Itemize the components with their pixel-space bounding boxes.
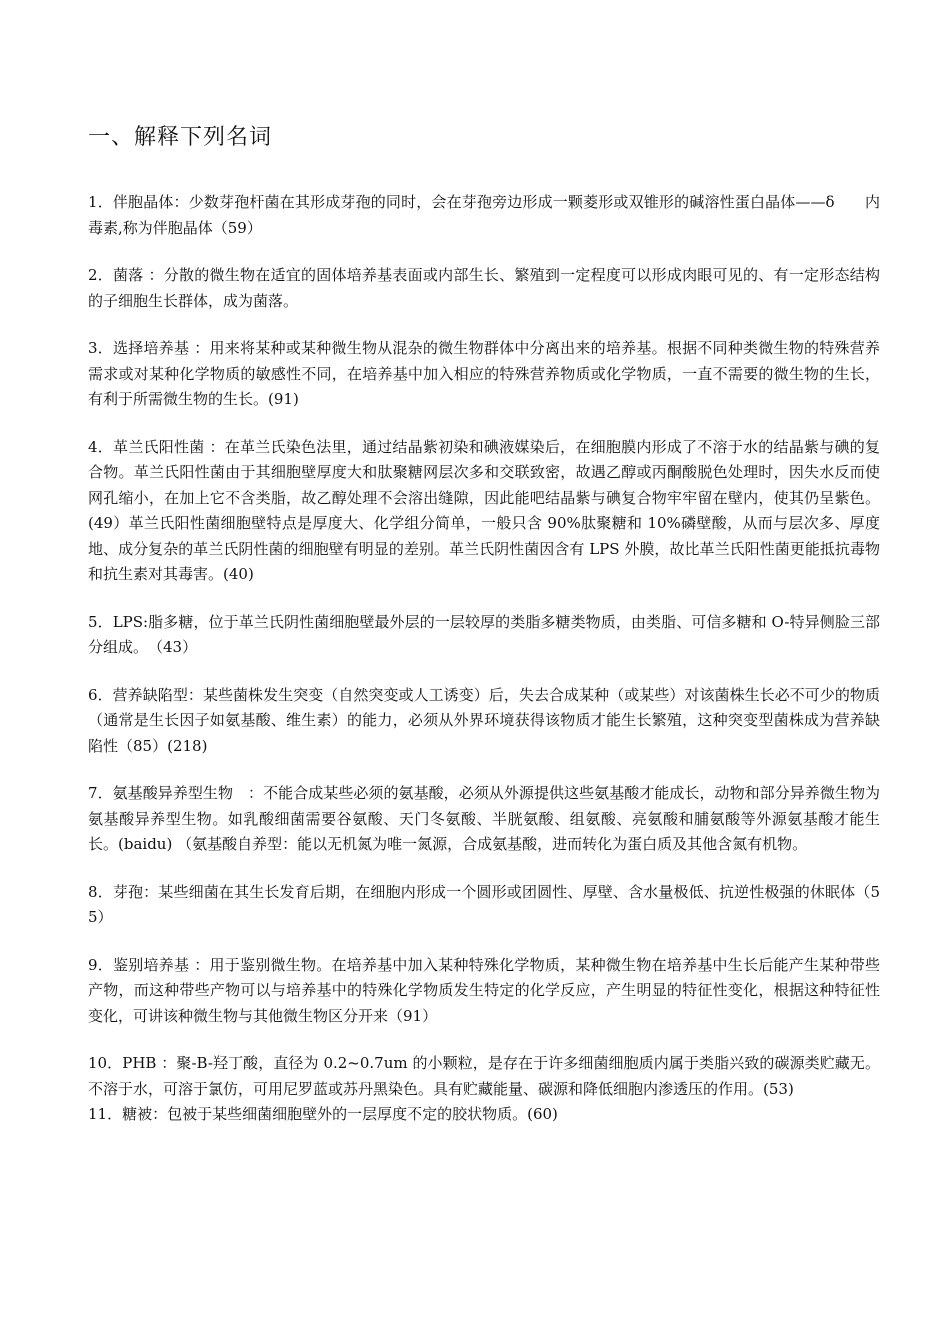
- definition-item-11: 11．糖被：包被于某些细菌细胞壁外的一层厚度不定的胶状物质。(60): [88, 1105, 558, 1123]
- definition-item-7: 7．氨基酸异养型生物 ：不能合成某些必须的氨基酸，必须从外源提供这些氨基酸才能成长，动物和部分异养微生物为氨基酸异养型生物。如乳酸细菌需要谷氨酸、天门冬氨酸、半胱氨酸、组氨酸、亮氨酸和脯氨酸等外源氨基酸才能生长。(baidu) （氨基酸自养型：能以无机氮为唯一氮源，合成氨基酸，进而转化为蛋白质及其他含氮有机物。: [88, 784, 880, 853]
- section-title: 一、解释下列名词: [88, 125, 273, 150]
- definition-item-9: 9．鉴别培养基 ：用于鉴别微生物。在培养基中加入某种特殊化学物质，某种微生物在培养基中生长后能产生某种带些产物，而这种带些产物可以与培养基中的特殊化学物质发生特定的化学反应，产生明显的特征性变化，根据这种特征性变化，可讲该种微生物与其他微生物区分开来（91）: [88, 955, 880, 1025]
- definition-item-10: 10．PHB ：聚-B-羟丁酸，直径为 0.2~0.7um 的小颗粒，是存在于许多细菌细胞质内属于类脂兴致的碳源类贮藏无。不溶于水，可溶于氯仿，可用尼罗蓝或苏丹黑染色。具有贮藏能量、碳源和降低细胞内渗透压的作用。(53): [88, 1054, 880, 1098]
- definition-item-5: 5．LPS:脂多糖，位于革兰氏阴性菌细胞壁最外层的一层较厚的类脂多糖类物质，由类脂、可信多糖和 O-特异侧脸三部分组成。 （43）: [88, 612, 880, 656]
- definition-item-1: 1．伴胞晶体：少数芽孢杆菌在其形成芽孢的同时，会在芽孢旁边形成一颗菱形或双锥形的碱溶性蛋白晶体——δ 内毒素,称为伴胞晶体（59）: [88, 193, 880, 237]
- definition-item-6: 6．营养缺陷型：某些菌株发生突变（自然突变或人工诱变）后，失去合成某种（或某些）对该菌株生长必不可少的物质（通常是生长因子如氨基酸、维生素）的能力，必须从外界环境获得该物质才能生长繁殖，这种突变型菌株成为营养缺陷性（85）(218): [88, 685, 880, 755]
- definitions-list: [88, 190, 880, 1150]
- definition-item-8: 8．芽孢：某些细菌在其生长发育后期，在细胞内形成一个圆形或团圆性、厚壁、含水量极低、抗逆性极强的休眠体（55）: [88, 882, 880, 926]
- definition-item-3: 3．选择培养基 ：用来将某种或某种微生物从混杂的微生物群体中分离出来的培养基。根据不同种类微生物的特殊营养需求或对某种化学物质的敏感性不同，在培养基中加入相应的特殊营养物质或化学物质，一直不需要的微生物的生长，有利于所需微生物的生长。(91): [88, 339, 880, 408]
- definition-item-4: 4．革兰氏阳性菌 ：在革兰氏染色法里，通过结晶紫初染和碘液媒染后，在细胞膜内形成了不溶于水的结晶紫与碘的复合物。革兰氏阳性菌由于其细胞壁厚度大和肽聚糖网层次多和交联致密，故遇乙醇或丙酮酸脱色处理时，因失水反而使网孔缩小，在加上它不含类脂，故乙醇处理不会溶出缝隙，因此能吧结晶紫与碘复合物牢牢留在壁内，使其仍呈紫色。(49）革兰氏阳性菌细胞壁特点是厚度大、化学组分简单，一般只含 90%肽聚糖和 10%磷壁酸，从而与层次多、厚度地、成分复杂的革兰氏阴性菌的细胞壁有明显的差别。革兰氏阴性菌因含有 LPS 外膜，故比革兰氏阳性菌更能抵抗毒物和抗生素对其毒害。(40): [88, 437, 880, 583]
- definition-item-2: 2．菌落 ：分散的微生物在适宜的固体培养基表面或内部生长、繁殖到一定程度可以形成肉眼可见的、有一定形态结构的子细胞生长群体，成为菌落。: [88, 266, 880, 310]
